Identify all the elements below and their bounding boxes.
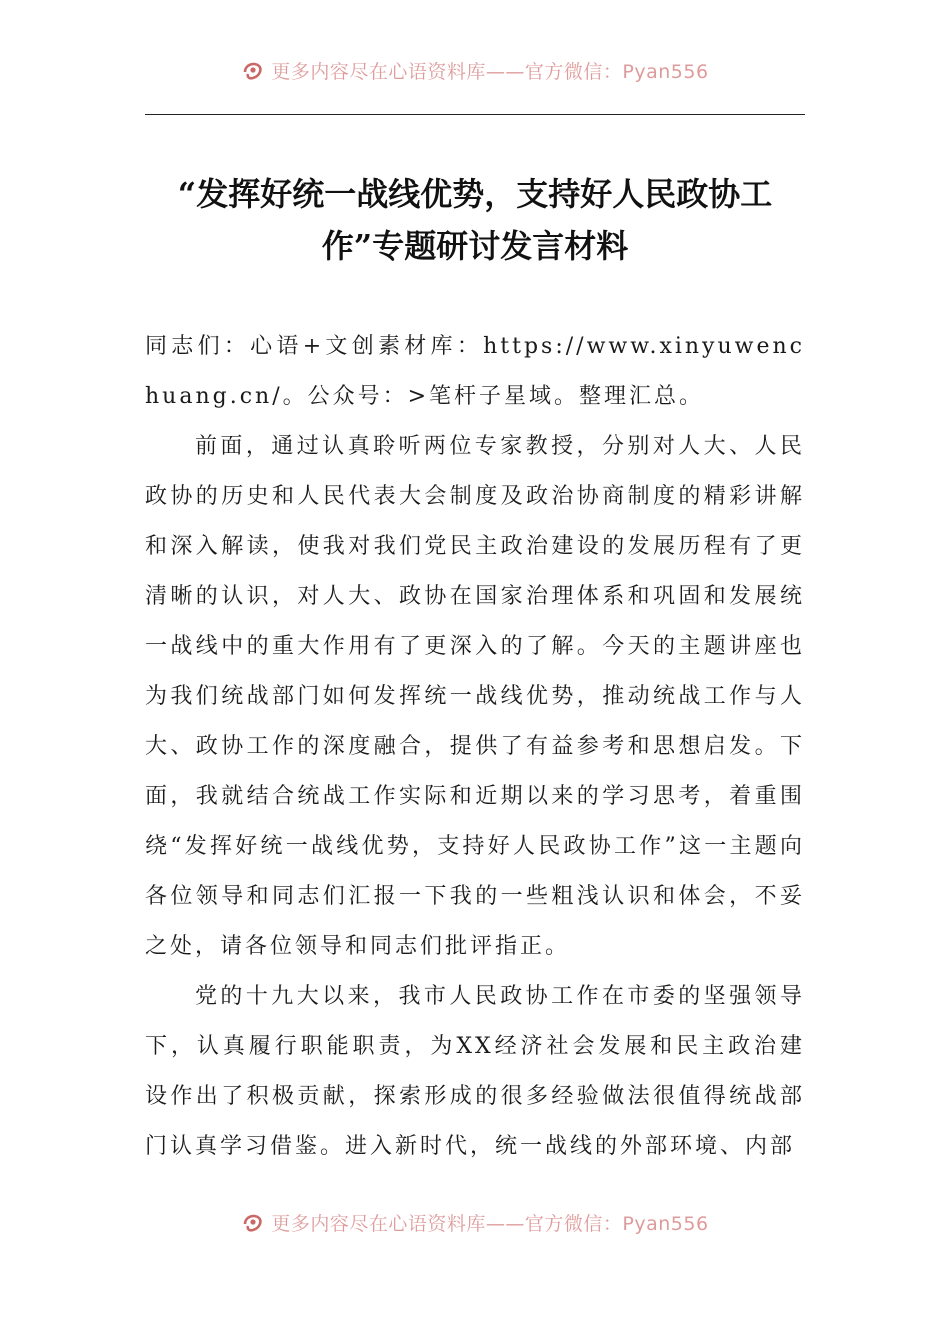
header-watermark bbox=[0, 55, 950, 85]
footer-watermark bbox=[0, 1207, 950, 1237]
paragraph-main: 党的十九大以来，我市人民政协工作在市委的坚强领导下，认真履行职能职责，为XX经济社会发展和民主政治建设作出了积极贡献，探索形成的很多经验做法很值得统战部门认真学习借鉴。进入新时代，统一战线的外部环境、内部 bbox=[145, 984, 805, 1159]
logo-icon bbox=[241, 58, 265, 82]
paragraph-salutation: 同志们：心语+文创素材库：https://www.xinyuwenchuang.cn/。公众号：>笔杆子星域。整理汇总。 bbox=[145, 334, 805, 409]
paragraph-intro: 前面，通过认真聆听两位专家教授，分别对人大、人民政协的历史和人民代表大会制度及政治协商制度的精彩讲解和深入解读，使我对我们党民主政治建设的发展历程有了更清晰的认识，对人大、政协在国家治理体系和巩固和发展统一战线中的重大作用有了更深入的了解。今天的主题讲座也为我们统战部门如何发挥统一战线优势，推动统战工作与人大、政协工作的深度融合，提供了有益参考和思想启发。下面，我就结合统战工作实际和近期以来的学习思考，着重围绕“发挥好统一战线优势，支持好人民政协工作”这一主题向各位领导和同志们汇报一下我的一些粗浅认识和体会，不妥之处，请各位领导和同志们批评指正。 bbox=[145, 434, 805, 959]
document-title: “发挥好统一战线优势，支持好人民政协工作”专题研讨发言材料 bbox=[177, 175, 773, 265]
header-divider bbox=[145, 114, 805, 115]
watermark-text: 更多内容尽在心语资料库——官方微信：Pyan556 bbox=[271, 1212, 709, 1235]
logo-icon bbox=[241, 1210, 265, 1234]
document-body bbox=[145, 322, 805, 1172]
watermark-text: 更多内容尽在心语资料库——官方微信：Pyan556 bbox=[271, 60, 709, 83]
